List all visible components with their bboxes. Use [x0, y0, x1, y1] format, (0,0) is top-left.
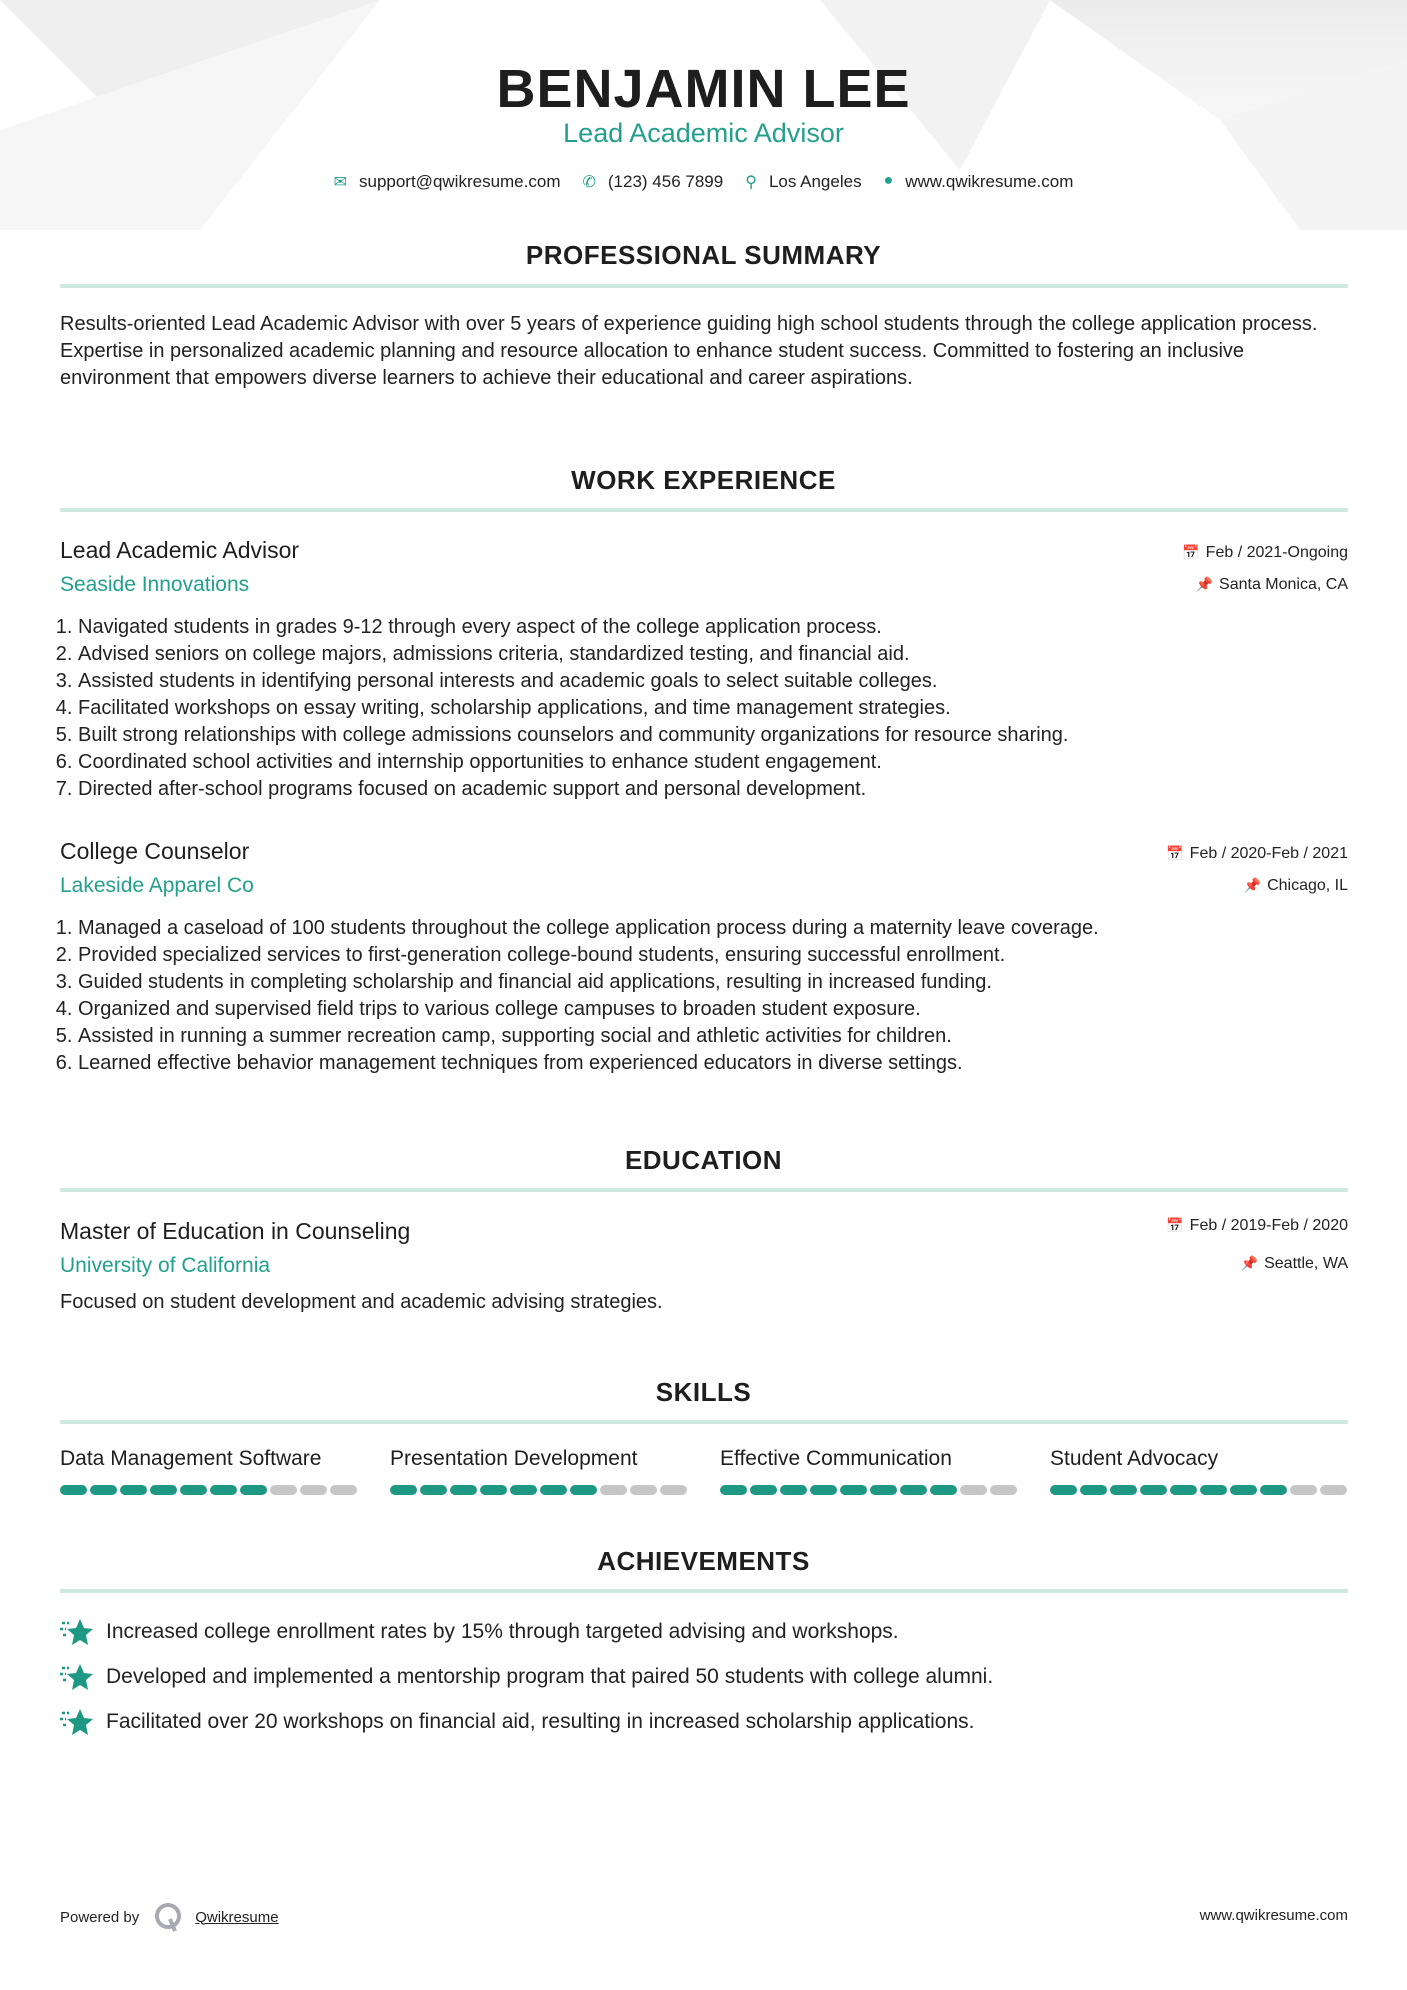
education-description: Focused on student development and academic advising strategies. — [60, 1291, 663, 1313]
skill-dot-filled — [720, 1485, 747, 1495]
location-pin-icon: ⚲ — [745, 174, 757, 191]
skill-dot-empty — [660, 1485, 687, 1495]
list-item: 7. Directed after-school programs focused on academic support and personal development. — [78, 776, 1366, 803]
achievement-item — [60, 1707, 974, 1737]
skill-dot-filled — [1140, 1485, 1167, 1495]
skill-dot-filled — [570, 1485, 597, 1495]
skill-name: Presentation Development — [390, 1447, 638, 1470]
summary-text: Results-oriented Lead Academic Advisor with over 5 years of experience guiding high school students through the college application process. Expertise in personalized academic planning and resource allocation to enhance student success. Committed to fostering an inclusive environment that empowers diverse learners to achieve their educational and career aspirations. — [60, 313, 1318, 389]
qwikresume-logo-icon — [153, 1902, 183, 1932]
list-item: 6. Learned effective behavior management techniques from experienced educators in diverse settings. — [78, 1050, 1366, 1077]
job-location — [1244, 877, 1348, 895]
calendar-icon: 📅 — [1182, 544, 1200, 560]
education-dates — [1166, 1217, 1348, 1235]
footer-powered — [60, 1902, 279, 1932]
skill-dot-filled — [1260, 1485, 1287, 1495]
skill-dot-filled — [540, 1485, 567, 1495]
skills-list — [60, 1447, 1350, 1495]
skill-dot-filled — [1200, 1485, 1227, 1495]
section-divider — [60, 1589, 1348, 1593]
skill-item — [1050, 1447, 1350, 1495]
skill-dot-filled — [510, 1485, 537, 1495]
achievement-text: Increased college enrollment rates by 15% through targeted advising and workshops. — [106, 1620, 899, 1643]
job-bullets — [60, 614, 1366, 803]
skill-dot-filled — [870, 1485, 897, 1495]
qwikresume-link[interactable]: Qwikresume — [195, 1908, 279, 1926]
achievement-item — [60, 1617, 899, 1647]
skill-dot-empty — [630, 1485, 657, 1495]
skill-dot-filled — [180, 1485, 207, 1495]
skill-dot-filled — [450, 1485, 477, 1495]
skill-dot-filled — [150, 1485, 177, 1495]
list-item: 2. Advised seniors on college majors, admissions criteria, standardized testing, and financial aid. — [78, 641, 1366, 668]
pushpin-icon: 📌 — [1240, 1255, 1259, 1271]
skill-dot-filled — [420, 1485, 447, 1495]
education-location — [1241, 1255, 1348, 1273]
achievement-item — [60, 1662, 993, 1692]
skill-dot-empty — [270, 1485, 297, 1495]
skill-level-meter — [720, 1485, 1020, 1495]
school-name: University of California — [60, 1254, 271, 1277]
skill-item — [720, 1447, 1020, 1495]
list-item: 1. Navigated students in grades 9-12 through every aspect of the college application process. — [78, 614, 1366, 641]
skill-dot-empty — [330, 1485, 357, 1495]
section-heading-skills: SKILLS — [655, 1377, 752, 1407]
skill-dot-filled — [930, 1485, 957, 1495]
job-title: College Counselor — [60, 838, 250, 864]
education-dates-text: Feb / 2019-Feb / 2020 — [1189, 1217, 1348, 1234]
skill-dot-filled — [810, 1485, 837, 1495]
skill-dot-filled — [1230, 1485, 1257, 1495]
skill-name: Student Advocacy — [1050, 1447, 1219, 1470]
achievement-text: Developed and implemented a mentorship program that paired 50 students with college alumni. — [106, 1665, 994, 1688]
skill-name: Effective Communication — [720, 1447, 952, 1470]
job-dates — [1166, 845, 1348, 863]
skill-dot-filled — [240, 1485, 267, 1495]
skill-dot-empty — [300, 1485, 327, 1495]
list-item: 5. Built strong relationships with college admissions counselors and community organizations for resource sharing. — [78, 722, 1366, 749]
section-divider — [60, 284, 1348, 288]
skill-dot-filled — [780, 1485, 807, 1495]
skill-dot-filled — [1080, 1485, 1107, 1495]
star-award-icon — [60, 1617, 94, 1647]
footer-website[interactable]: www.qwikresume.com — [1199, 1907, 1348, 1924]
candidate-name: BENJAMIN LEE — [496, 59, 911, 119]
list-item: 3. Guided students in completing scholarship and financial aid applications, resulting in increased funding. — [78, 969, 1366, 996]
contact-location: Los Angeles — [768, 172, 862, 191]
skill-dot-filled — [900, 1485, 927, 1495]
skill-dot-filled — [390, 1485, 417, 1495]
section-heading-summary: PROFESSIONAL SUMMARY — [525, 240, 882, 270]
skill-dot-filled — [1170, 1485, 1197, 1495]
list-item: 3. Assisted students in identifying personal interests and academic goals to select suitable colleges. — [78, 668, 1366, 695]
achievement-text: Facilitated over 20 workshops on financial aid, resulting in increased scholarship applications. — [106, 1710, 975, 1733]
list-item: 6. Coordinated school activities and internship opportunities to enhance student engagement. — [78, 749, 1366, 776]
job-dates-text: Feb / 2021-Ongoing — [1205, 544, 1348, 561]
skill-dot-filled — [750, 1485, 777, 1495]
education-location-text: Seattle, WA — [1264, 1255, 1348, 1272]
calendar-icon: 📅 — [1166, 845, 1184, 861]
skill-dot-filled — [480, 1485, 507, 1495]
globe-icon: ● — [883, 172, 894, 189]
skill-dot-empty — [600, 1485, 627, 1495]
contact-email[interactable]: support@qwikresume.com — [358, 172, 561, 191]
job-title: Lead Academic Advisor — [60, 537, 300, 563]
pushpin-icon: 📌 — [1195, 576, 1214, 592]
skill-dot-filled — [840, 1485, 867, 1495]
pushpin-icon: 📌 — [1243, 877, 1262, 893]
list-item: 1. Managed a caseload of 100 students throughout the college application process during a maternity leave coverage. — [78, 915, 1366, 942]
list-item: 4. Facilitated workshops on essay writing, scholarship applications, and time management strategies. — [78, 695, 1366, 722]
skill-dot-filled — [60, 1485, 87, 1495]
job-location-text: Chicago, IL — [1267, 877, 1348, 894]
section-divider — [60, 1420, 1348, 1424]
section-heading-experience: WORK EXPERIENCE — [571, 465, 836, 495]
skill-dot-filled — [120, 1485, 147, 1495]
contact-phone: (123) 456 7899 — [607, 172, 724, 191]
job-company: Seaside Innovations — [60, 573, 250, 596]
skill-dot-filled — [90, 1485, 117, 1495]
section-heading-education: EDUCATION — [624, 1145, 783, 1175]
skill-dot-empty — [960, 1485, 987, 1495]
degree-title: Master of Education in Counseling — [60, 1218, 411, 1244]
skill-dot-filled — [1050, 1485, 1077, 1495]
star-award-icon — [60, 1662, 94, 1692]
section-heading-achievements: ACHIEVEMENTS — [597, 1546, 810, 1576]
job-dates-text: Feb / 2020-Feb / 2021 — [1189, 845, 1348, 862]
phone-icon: ✆ — [582, 174, 596, 191]
star-award-icon — [60, 1707, 94, 1737]
skill-item — [60, 1447, 360, 1495]
contact-bar — [0, 172, 1407, 192]
list-item: 4. Organized and supervised field trips to various college campuses to broaden student exposure. — [78, 996, 1366, 1023]
calendar-icon: 📅 — [1166, 1217, 1184, 1233]
job-bullets — [60, 915, 1366, 1077]
contact-website[interactable]: www.qwikresume.com — [905, 172, 1074, 191]
powered-by-label: Powered by — [60, 1908, 140, 1926]
skill-dot-empty — [990, 1485, 1017, 1495]
skill-dot-empty — [1320, 1485, 1347, 1495]
section-divider — [60, 508, 1348, 512]
list-item: 5. Assisted in running a summer recreation camp, supporting social and athletic activities for children. — [78, 1023, 1366, 1050]
job-location-text: Santa Monica, CA — [1219, 576, 1348, 593]
skill-level-meter — [60, 1485, 360, 1495]
job-company: Lakeside Apparel Co — [60, 874, 254, 897]
skill-dot-empty — [1290, 1485, 1317, 1495]
skill-dot-filled — [210, 1485, 237, 1495]
list-item: 2. Provided specialized services to first-generation college-bound students, ensuring successful enrollment. — [78, 942, 1366, 969]
skill-dot-filled — [1110, 1485, 1137, 1495]
job-dates — [1182, 544, 1348, 562]
skill-item — [390, 1447, 690, 1495]
email-icon: ✉ — [333, 174, 347, 191]
job-location — [1196, 576, 1348, 594]
skill-level-meter — [390, 1485, 690, 1495]
skill-name: Data Management Software — [60, 1447, 322, 1470]
candidate-title: Lead Academic Advisor — [563, 118, 844, 148]
skill-level-meter — [1050, 1485, 1350, 1495]
section-divider — [60, 1188, 1348, 1192]
